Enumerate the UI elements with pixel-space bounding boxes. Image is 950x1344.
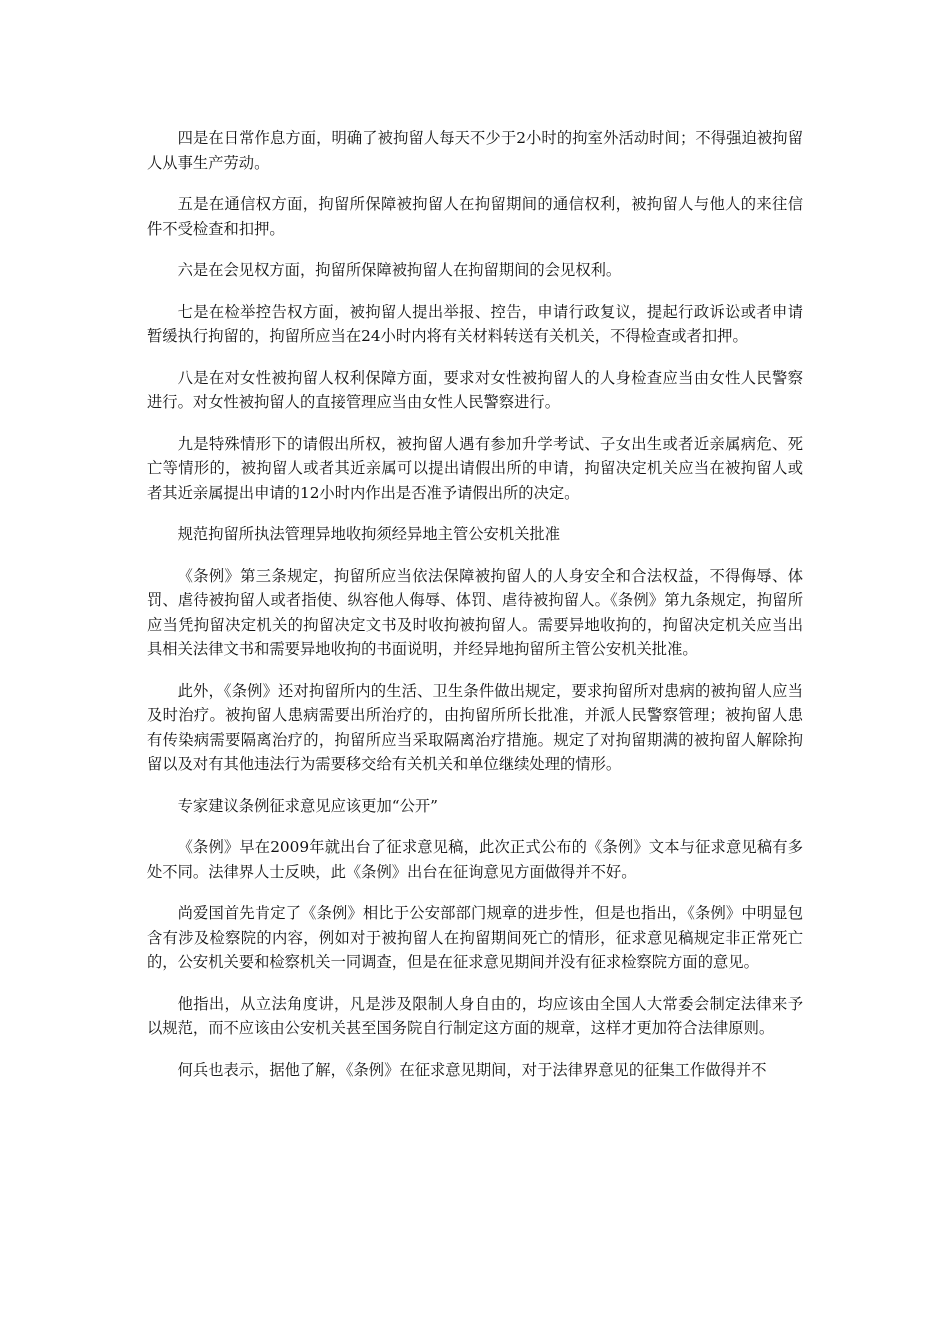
paragraph: 七是在检举控告权方面，被拘留人提出举报、控告，申请行政复议，提起行政诉讼或者申请暂缓执行拘留的，拘留所应当在24小时内将有关材料转送有关机关，不得检查或者扣押。 (147, 302, 803, 345)
paragraph: 六是在会见权方面，拘留所保障被拘留人在拘留期间的会见权利。 (177, 261, 622, 279)
document-body (147, 126, 803, 1099)
paragraph: 八是在对女性被拘留人权利保障方面，要求对女性被拘留人的人身检查应当由女性人民警察进行。对女性被拘留人的直接管理应当由女性人民警察进行。 (147, 368, 803, 411)
paragraph: 《条例》早在2009年就出台了征求意见稿，此次正式公布的《条例》文本与征求意见稿有多处不同。法律界人士反映，此《条例》出台在征询意见方面做得并不好。 (147, 838, 803, 881)
paragraph: 此外，《条例》还对拘留所内的生活、卫生条件做出规定，要求拘留所对患病的被拘留人应当及时治疗。被拘留人患病需要出所治疗的，由拘留所所长批准，并派人民警察管理；被拘留人患有传染病需要隔离治疗的，拘留所应当采取隔离治疗措施。规定了对拘留期满的被拘留人解除拘留以及对有其他违法行为需要移交给有关机关和单位继续处理的情形。 (147, 681, 803, 773)
paragraph: 尚爱国首先肯定了《条例》相比于公安部部门规章的进步性，但是也指出，《条例》中明显包含有涉及检察院的内容，例如对于被拘留人在拘留期间死亡的情形，征求意见稿规定非正常死亡的，公安机关要和检察机关一同调查，但是在征求意见期间并没有征求检察院方面的意见。 (147, 904, 803, 971)
paragraph: 五是在通信权方面，拘留所保障被拘留人在拘留期间的通信权利，被拘留人与他人的来往信件不受检查和扣押。 (147, 195, 803, 238)
paragraph: 他指出，从立法角度讲，凡是涉及限制人身自由的，均应该由全国人大常委会制定法律来予以规范，而不应该由公安机关甚至国务院自行制定这方面的规章，这样才更加符合法律原则。 (147, 994, 803, 1037)
section-heading: 专家建议条例征求意见应该更加“公开” (177, 796, 438, 815)
paragraph: 《条例》第三条规定，拘留所应当依法保障被拘留人的人身安全和合法权益，不得侮辱、体罚、虐待被拘留人或者指使、纵容他人侮辱、体罚、虐待被拘留人。《条例》第九条规定，拘留所应当凭拘留决定机关的拘留决定文书及时收拘被拘留人。需要异地收拘的，拘留决定机关应当出具相关法律文书和需要异地收拘的书面说明，并经异地拘留所主管公安机关批准。 (147, 566, 803, 658)
section-heading: 规范拘留所执法管理异地收拘须经异地主管公安机关批准 (177, 525, 561, 543)
paragraph: 四是在日常作息方面，明确了被拘留人每天不少于2小时的拘室外活动时间；不得强迫被拘留人从事生产劳动。 (147, 129, 803, 172)
paragraph: 何兵也表示，据他了解，《条例》在征求意见期间，对于法律界意见的征集工作做得并不 (177, 1060, 767, 1079)
paragraph: 九是特殊情形下的请假出所权，被拘留人遇有参加升学考试、子女出生或者近亲属病危、死亡等情形的，被拘留人或者其近亲属可以提出请假出所的申请，拘留决定机关应当在被拘留人或者其近亲属提出申请的12小时内作出是否准予请假出所的决定。 (147, 434, 803, 502)
